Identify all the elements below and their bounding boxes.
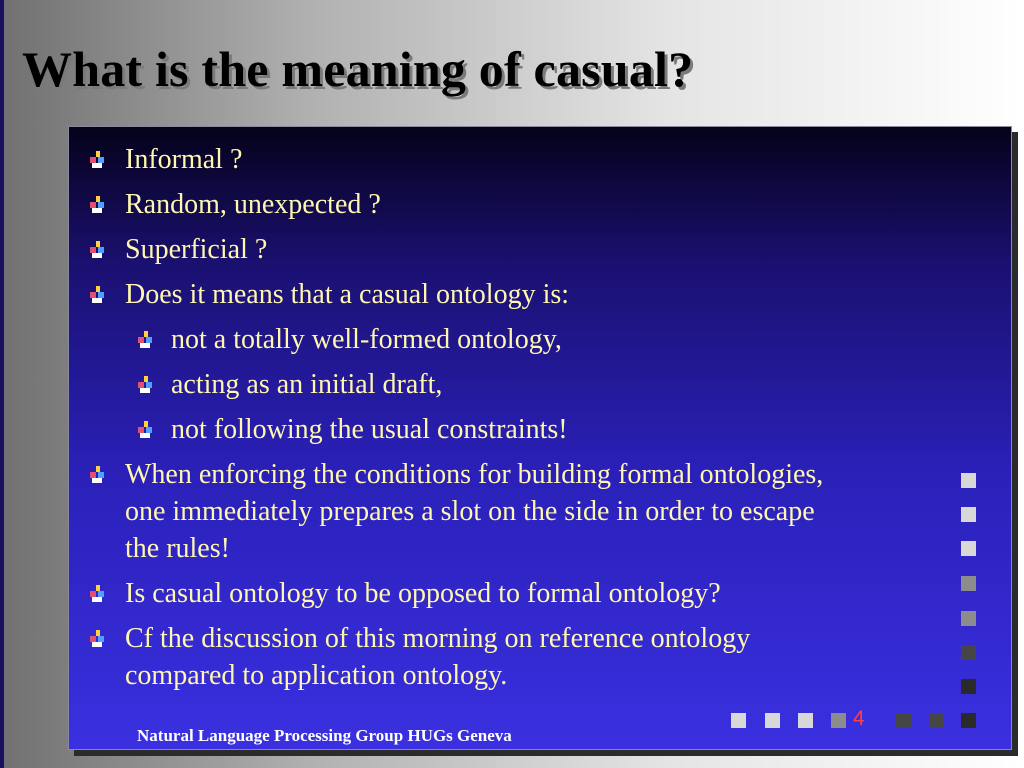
footer-text: Natural Language Processing Group HUGs Geneva (137, 726, 512, 745)
gray-square-icon (961, 611, 976, 626)
bullet-text: one immediately prepares a slot on the side in order to escape (125, 496, 815, 527)
gray-square-icon (961, 507, 976, 522)
colored-block-bullet-icon (89, 286, 105, 304)
colored-block-bullet-icon (89, 466, 105, 484)
gray-square-icon (731, 713, 746, 728)
bullet-text: Cf the discussion of this morning on reference ontology (125, 623, 751, 654)
gray-square-icon (929, 713, 944, 728)
gray-square-icon (961, 541, 976, 556)
bullet-text: When enforcing the conditions for building formal ontologies, (125, 459, 824, 490)
sub-bullet-text: not following the usual constraints! (171, 414, 568, 445)
page-number: 4 (853, 707, 865, 730)
gray-square-icon (896, 713, 911, 728)
bullet-text: Does it means that a casual ontology is: (125, 279, 570, 310)
bullet-text: compared to application ontology. (125, 660, 508, 691)
bullet-text: Is casual ontology to be opposed to formal ontology? (125, 578, 721, 609)
colored-block-bullet-icon (89, 151, 105, 169)
colored-block-bullet-icon (137, 376, 153, 394)
bullet-text: Superficial ? (125, 234, 268, 265)
gray-square-icon (831, 713, 846, 728)
gray-square-icon (961, 473, 976, 488)
gray-square-icon (798, 713, 813, 728)
gray-square-icon (961, 713, 976, 728)
sub-bullet-text: acting as an initial draft, (171, 369, 443, 400)
gray-square-icon (961, 679, 976, 694)
colored-block-bullet-icon (137, 331, 153, 349)
colored-block-bullet-icon (89, 630, 105, 648)
bullet-text: Informal ? (125, 144, 243, 175)
colored-block-bullet-icon (137, 421, 153, 439)
gray-square-icon (961, 576, 976, 591)
left-edge-strip (0, 0, 4, 768)
colored-block-bullet-icon (89, 241, 105, 259)
colored-block-bullet-icon (89, 196, 105, 214)
colored-block-bullet-icon (89, 585, 105, 603)
slide-title: What is the meaning of casual? (22, 41, 694, 97)
gray-square-icon (765, 713, 780, 728)
gray-square-icon (961, 645, 976, 660)
bullet-text: Random, unexpected ? (125, 189, 381, 220)
sub-bullet-text: not a totally well-formed ontology, (171, 324, 562, 355)
bullet-text: the rules! (125, 533, 230, 564)
content-panel (68, 126, 1012, 750)
